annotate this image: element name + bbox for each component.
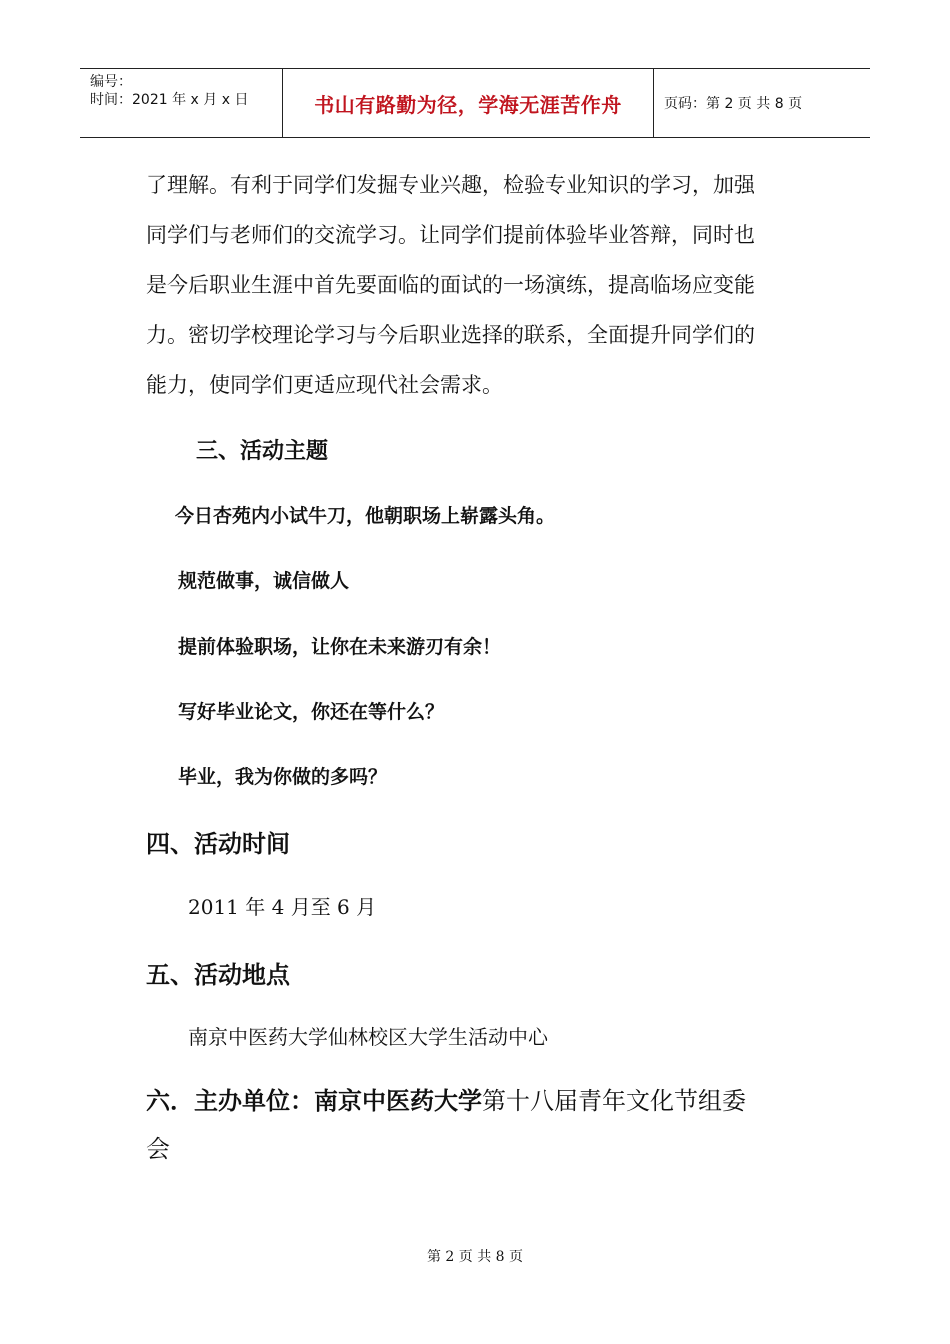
organizer-committee-cont: 会: [146, 1135, 170, 1163]
intro-paragraph: [146, 160, 806, 410]
page-footer: 第 2 页 共 8 页: [426, 1249, 524, 1265]
organizer-name: 南京中医药大学: [314, 1087, 482, 1115]
section-heading-theme: 三、活动主题: [196, 439, 329, 464]
paragraph-line: 能力，使同学们更适应现代社会需求。: [146, 373, 503, 397]
section-heading-location: 五、活动地点: [146, 961, 290, 989]
header-meta: [90, 73, 280, 109]
activity-time: 2011 年 4 月至 6 月: [188, 895, 377, 919]
paragraph-line: 同学们与老师们的交流学习。让同学们提前体验毕业答辩，同时也: [146, 223, 755, 247]
paragraph-line: 力。密切学校理论学习与今后职业选择的联系，全面提升同学们的: [146, 323, 755, 347]
serial-label: 编号：: [90, 74, 132, 90]
section-organizer: [146, 1077, 806, 1173]
organizer-label: 六．主办单位：: [146, 1087, 314, 1115]
paragraph-line: 了理解。有利于同学们发掘专业兴趣，检验专业知识的学习，加强: [146, 173, 755, 197]
paragraph-line: 是今后职业生涯中首先要面临的面试的一场演练，提高临场应变能: [146, 273, 755, 297]
section-heading-time: 四、活动时间: [146, 830, 290, 858]
slogan-line: 毕业，我为你做的多吗？: [178, 766, 388, 788]
activity-location: 南京中医药大学仙林校区大学生活动中心: [188, 1025, 548, 1049]
slogan-line: 写好毕业论文，你还在等什么？: [178, 701, 445, 723]
slogan-line: 今日杏苑内小试牛刀，他朝职场上崭露头角。: [175, 505, 556, 527]
page-header: [80, 68, 870, 138]
time-label: 时间：2021 年 x 月 x 日: [90, 92, 249, 108]
slogan-line: 规范做事，诚信做人: [178, 570, 350, 592]
header-page-code: 页码：第 2 页 共 8 页: [664, 96, 803, 112]
slogan-line: 提前体验职场，让你在未来游刃有余！: [178, 636, 502, 658]
header-divider: [653, 69, 654, 137]
organizer-committee: 第十八届青年文化节组委: [482, 1087, 746, 1115]
header-motto: 书山有路勤为径，学海无涯苦作舟: [314, 92, 622, 117]
